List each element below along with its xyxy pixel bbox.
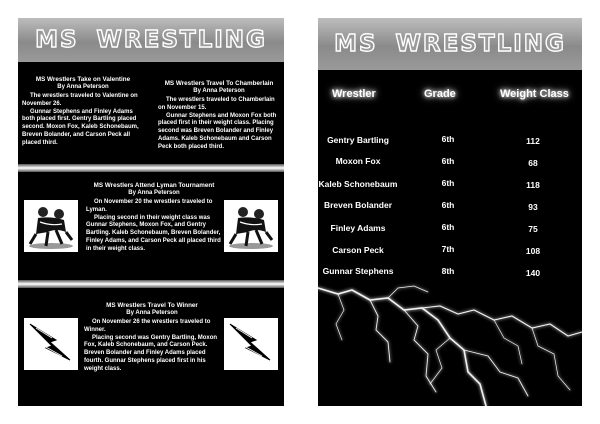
article-paragraph: The wrestlers traveled to Chamberlain on November 15. [158,96,275,111]
article-paragraph: Placing second in their weight class was Gunnar Stephens, Moxon Fox, and Gentry Bartling. Kaleb Schonebaum, Breven Bolander, Finley Adams, and Carson Peck all placed third in their weight class. [86,214,221,252]
wrestler-weight: 118 [526,180,540,190]
wrestlers-image [224,200,278,252]
article-body [22,93,144,148]
article-chamberlain [158,80,280,152]
masthead-title: MS WRESTLING [334,31,566,57]
wrestler-name: Carson Peck [332,245,384,255]
article-byline: By Anna Peterson [126,310,178,317]
article-paragraph: Gunnar Stephens and Finley Adams both placed first. Gentry Bartling placed second. Moxon Fox, Kaleb Schonebaum, Breven Bolander, and Carson Peck all placed third. [22,108,139,146]
wrestler-grade: 6th [441,134,455,144]
article-title: MS Wrestlers Attend Lyman Tournament [93,182,215,189]
wrestler-weight: 75 [528,224,538,234]
wrestler-grade: 6th [441,222,455,232]
wrestler-name: Gunnar Stephens [322,266,394,276]
article-title: MS Wrestlers Travel To Winner [106,302,198,309]
masthead-title: MS WRESTLING [35,27,267,53]
wrestler-weight: 93 [528,202,538,212]
wrestler-grade: 6th [441,200,455,210]
article-paragraph: The wrestlers traveled to Valentine on November 26. [22,92,138,107]
article-byline: By Anna Peterson [193,88,245,95]
header-weight-class: Weight Class [500,88,569,100]
wrestler-grade: 6th [441,178,455,188]
wrestlers-icon [26,202,76,250]
lightning-strike-image [318,280,582,406]
article-title: MS Wrestlers Travel To Chamberlain [164,80,274,87]
wrestler-weight: 68 [528,158,538,168]
article-body [158,97,280,152]
article-byline: By Anna Peterson [57,84,109,91]
bolt-image [24,318,78,370]
right-page [318,18,582,406]
wrestlers-icon [226,202,276,250]
wrestler-grade: 7th [441,244,455,254]
wrestler-name: Breven Bolander [323,200,393,210]
article-winner [84,302,220,374]
article-body [84,319,220,374]
article-body [86,199,222,254]
wrestler-grade: 8th [441,266,455,276]
masthead-left [18,18,284,62]
masthead-right [318,18,582,70]
header-wrestler: Wrestler [332,88,376,100]
wrestler-name: Finley Adams [330,223,386,233]
wrestler-weight: 140 [525,268,541,278]
lightning-bolt-icon [26,320,76,368]
divider-band [18,164,284,172]
lightning-bolt-icon [226,320,276,368]
wrestler-name: Moxon Fox [335,156,381,166]
wrestler-name: Kaleb Schonebaum [318,179,398,189]
article-byline: By Anna Peterson [128,190,180,197]
wrestler-grade: 6th [441,156,455,166]
article-valentine [22,76,144,148]
article-paragraph: Gunnar Stephens and Moxon Fox both placed first in their weight class. Placing second was Breven Bolander and Finley Adams. Kaleb Schonebaum and Carson Peck both placed third. [158,112,277,150]
bolt-image [224,318,278,370]
wrestler-name: Gentry Bartling [327,135,389,145]
wrestlers-image [24,200,78,252]
header-grade: Grade [424,88,456,100]
article-title: MS Wrestlers Take on Valentine [35,76,131,83]
wrestler-weight: 112 [526,136,540,146]
wrestler-weight: 108 [525,246,541,256]
article-paragraph: On November 26 the wrestlers traveled to Winner. [84,318,211,333]
article-paragraph: On November 20 the wrestlers traveled to Lyman. [86,198,213,213]
article-lyman [86,182,222,254]
left-page [18,18,284,406]
article-paragraph: Placing second was Gentry Bartling, Moxon Fox, Kaleb Schonebaum, and Carson Peck. Breven Bolander and Finley Adams placed fourth. Gunnar Stephens placed first in his weight class. [84,334,218,372]
divider-band [18,280,284,288]
